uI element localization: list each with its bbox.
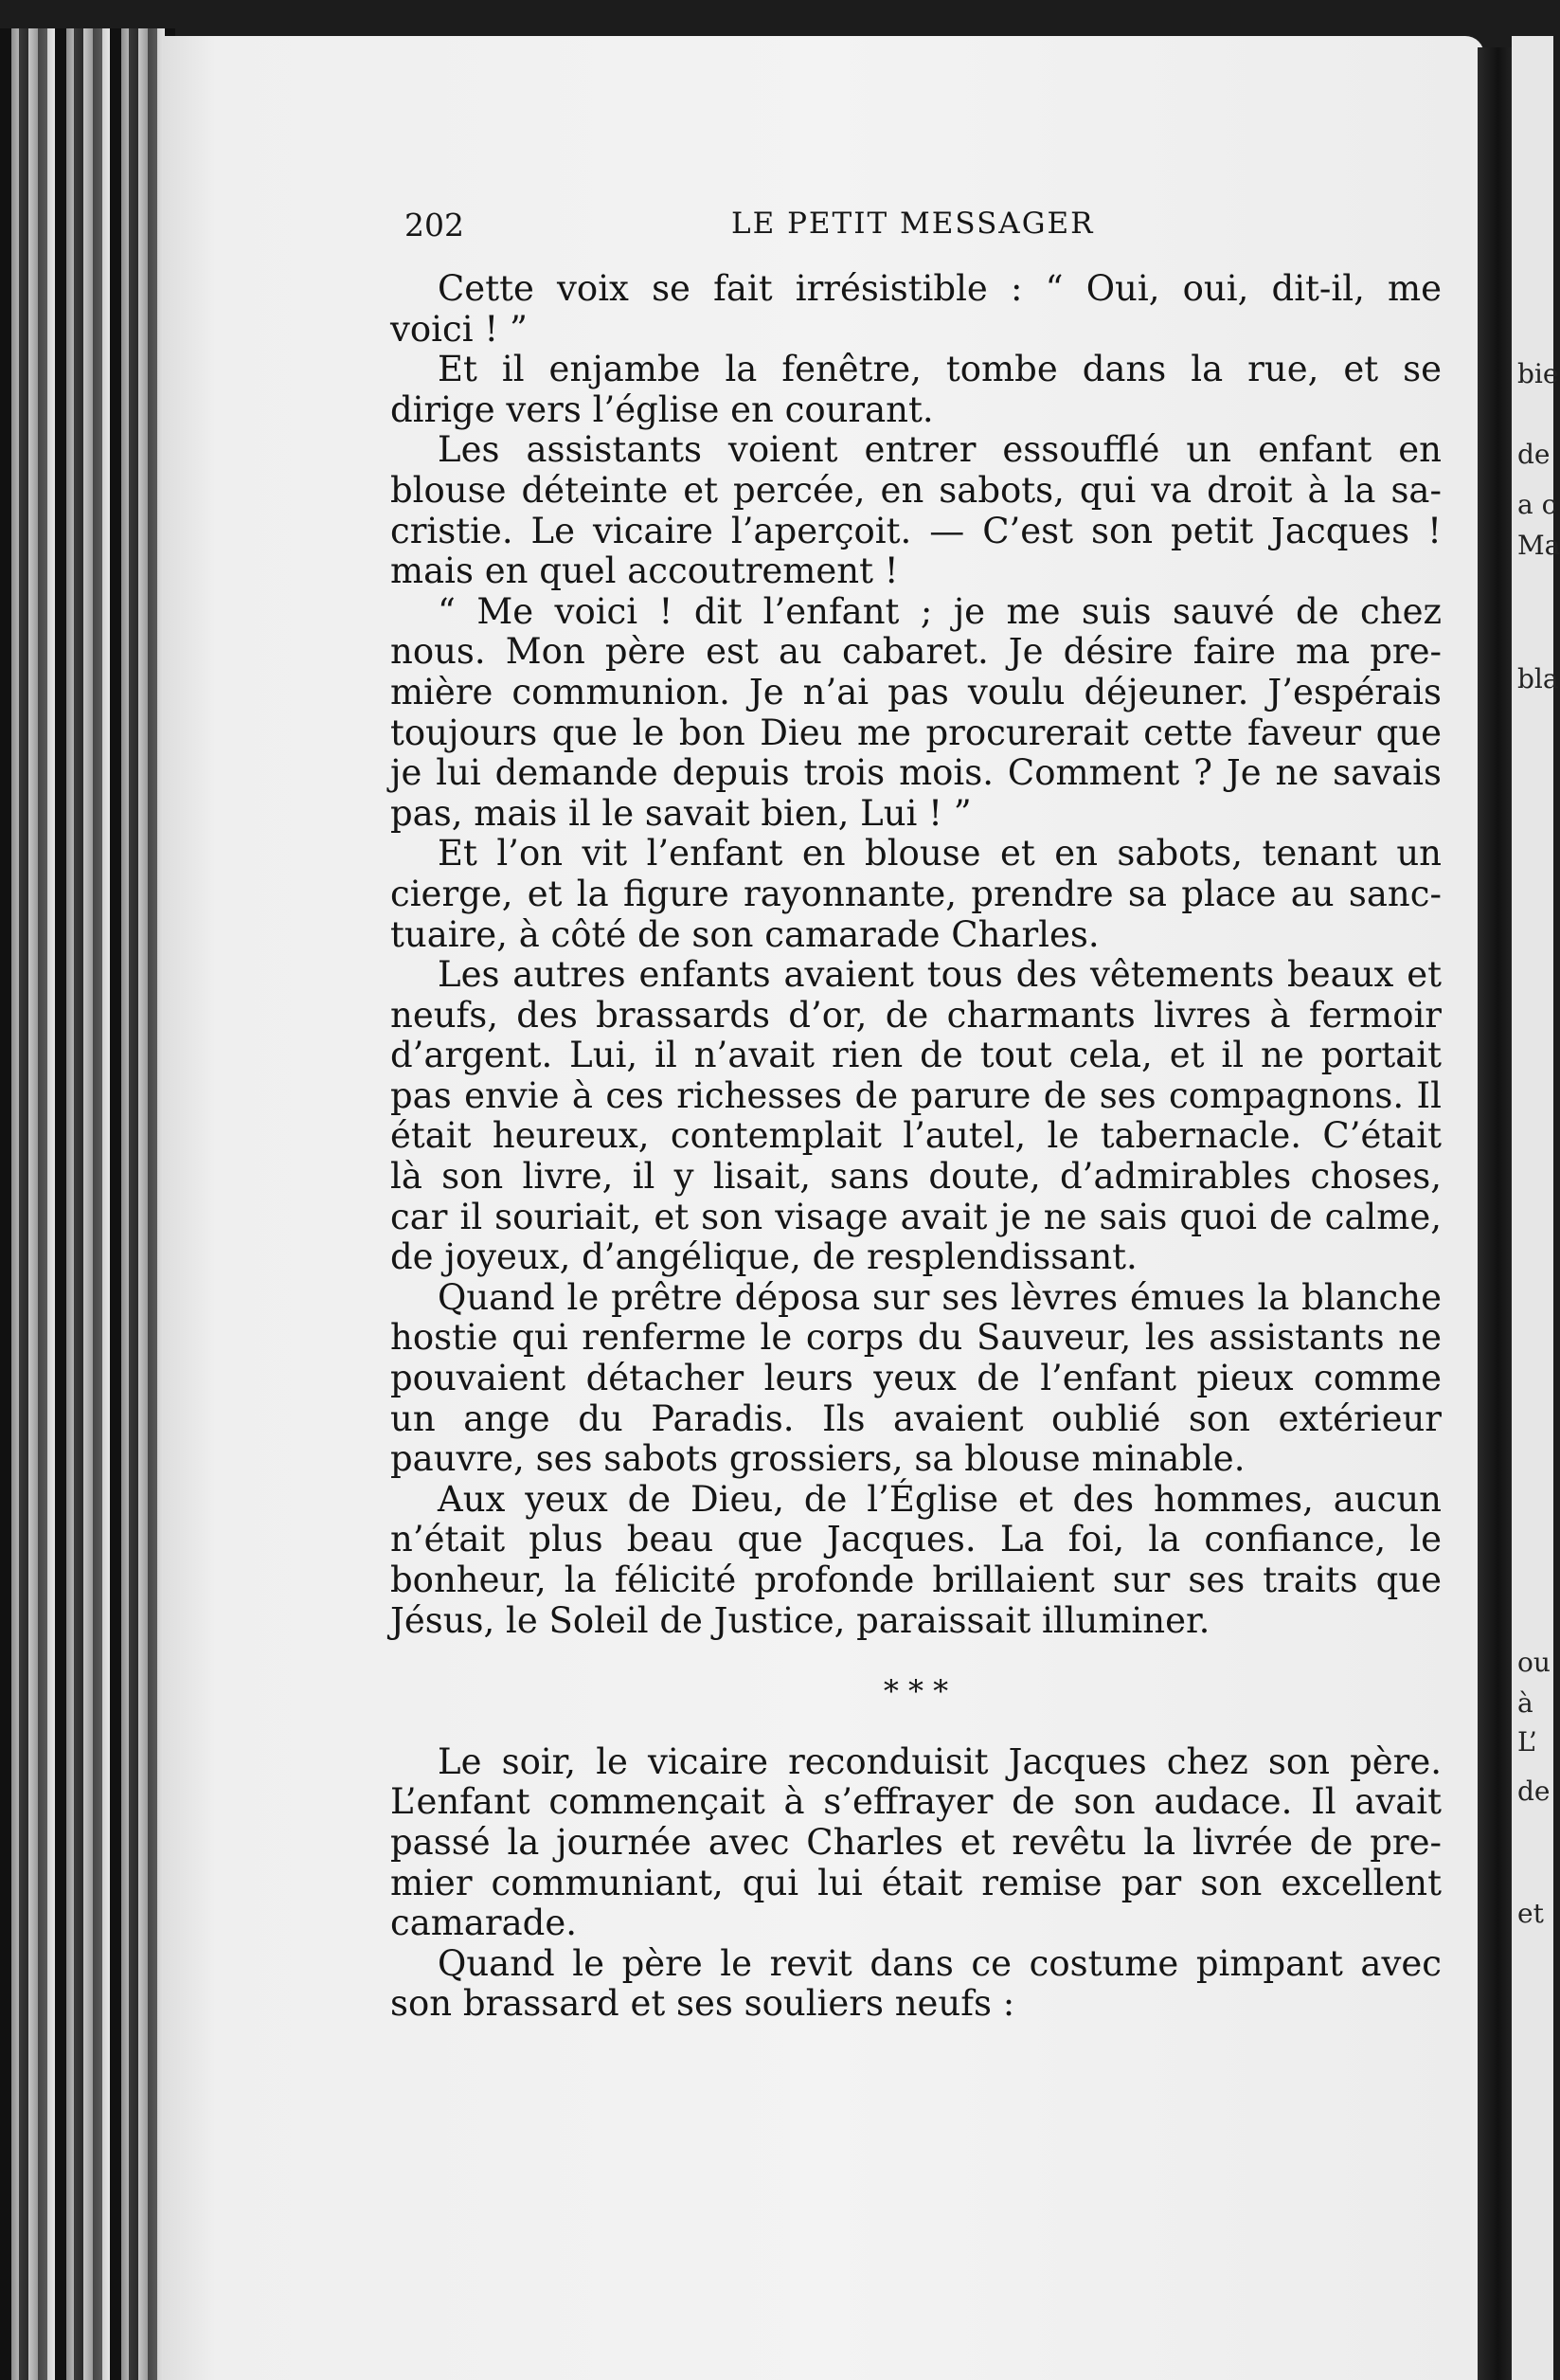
- text-line: cierge, et la figure rayonnante, prendre sa place au sanc-: [390, 873, 1442, 914]
- facing-page-fragment: Ma: [1517, 530, 1560, 561]
- book-page-edges: [0, 28, 175, 2380]
- facing-page-fragment: L’: [1517, 1726, 1537, 1758]
- text-line: Et il enjambe la fenêtre, tombe dans la rue, et se: [438, 349, 1442, 390]
- text-line: était heureux, contemplait l’autel, le tabernacle. C’était: [390, 1115, 1442, 1157]
- section-separator: * * *: [883, 1673, 949, 1710]
- text-line: Jésus, le Soleil de Justice, paraissait illuminer.: [390, 1599, 1210, 1641]
- text-line: Les assistants voient entrer essoufflé un enfant en: [438, 429, 1442, 471]
- text-line: n’était plus beau que Jacques. La foi, la confiance, le: [390, 1519, 1442, 1560]
- running-title: LE PETIT MESSAGER: [731, 207, 1095, 241]
- text-line: mier communiant, qui lui était remise par son excellent: [390, 1862, 1442, 1903]
- facing-page-fragment: bla: [1517, 663, 1559, 694]
- text-line: mais en quel accoutrement !: [390, 550, 899, 592]
- text-line: un ange du Paradis. Ils avaient oublié son extérieur: [390, 1397, 1442, 1439]
- facing-page-fragment: de: [1517, 439, 1551, 470]
- text-line: voici ! ”: [390, 308, 528, 350]
- section-gap: [390, 1712, 1442, 1742]
- facing-page-fragment: et: [1517, 1898, 1544, 1929]
- text-line: tuaire, à côté de son camarade Charles.: [390, 913, 1100, 955]
- text-line: cristie. Le vicaire l’aperçoit. — C’est son petit Jacques !: [390, 510, 1442, 551]
- book-gutter: [1478, 47, 1512, 2380]
- text-line: car il souriait, et son visage avait je ne sais quoi de calme,: [390, 1196, 1442, 1237]
- text-line: Aux yeux de Dieu, de l’Église et des hommes, aucun: [438, 1478, 1442, 1520]
- text-line: dirige vers l’église en courant.: [390, 388, 934, 430]
- text-line: là son livre, il y lisait, sans doute, d’admirables choses,: [390, 1156, 1442, 1198]
- facing-page-fragment: bie: [1517, 358, 1559, 389]
- facing-page-edge: [1512, 36, 1560, 2380]
- text-line: Le soir, le vicaire reconduisit Jacques chez son père.: [438, 1740, 1442, 1782]
- text-line: pauvre, ses sabots grossiers, sa blouse minable.: [390, 1438, 1246, 1480]
- text-line: “ Me voici ! dit l’enfant ; je me suis sauvé de chez: [438, 590, 1442, 632]
- page-number: 202: [404, 207, 464, 243]
- section-gap: [390, 1641, 1442, 1671]
- text-line: camarade.: [390, 1902, 578, 1944]
- text-line: Les autres enfants avaient tous des vêtements beaux et: [438, 954, 1442, 996]
- facing-page-fragment: a c: [1517, 489, 1557, 520]
- text-line: de joyeux, d’angélique, de resplendissant.: [390, 1236, 1138, 1278]
- text-line: Quand le prêtre déposa sur ses lèvres émues la blanche: [438, 1276, 1442, 1318]
- text-line: pas envie à ces richesses de parure de ses compagnons. Il: [390, 1074, 1442, 1116]
- text-line: hostie qui renferme le corps du Sauveur, les assistants ne: [390, 1317, 1442, 1359]
- text-line: passé la journée avec Charles et revêtu la livrée de pre-: [390, 1821, 1442, 1863]
- text-line: je lui demande depuis trois mois. Comment ? Je ne savais: [390, 752, 1442, 794]
- text-line: Quand le père le revit dans ce costume pimpant avec: [438, 1942, 1442, 1984]
- body-text: [390, 269, 1442, 2025]
- text-line: pouvaient détacher leurs yeux de l’enfant pieux comme: [390, 1358, 1442, 1399]
- facing-page-fragment: à: [1517, 1687, 1533, 1719]
- text-line: neufs, des brassards d’or, de charmants livres à fermoir: [390, 994, 1442, 1036]
- facing-page-fragment: de: [1517, 1776, 1551, 1807]
- text-line: blouse déteinte et percée, en sabots, qui va droit à la sa-: [390, 469, 1442, 511]
- text-line: nous. Mon père est au cabaret. Je désire faire ma pre-: [390, 631, 1442, 673]
- text-line: Et l’on vit l’enfant en blouse et en sabots, tenant un: [438, 833, 1442, 874]
- text-line: Cette voix se fait irrésistible : “ Oui, oui, dit-il, me: [438, 268, 1442, 309]
- text-line: mière communion. Je n’ai pas voulu déjeuner. J’espérais: [390, 671, 1442, 712]
- text-line: son brassard et ses souliers neufs :: [390, 1983, 1015, 2025]
- text-line: bonheur, la félicité profonde brillaient sur ses traits que: [390, 1560, 1442, 1600]
- text-line: L’enfant commençait à s’effrayer de son audace. Il avait: [390, 1781, 1442, 1823]
- facing-page-fragment: ou: [1517, 1647, 1551, 1678]
- text-line: pas, mais il le savait bien, Lui ! ”: [390, 792, 972, 834]
- text-line: toujours que le bon Dieu me procurerait cette faveur que: [390, 712, 1442, 753]
- text-line: d’argent. Lui, il n’avait rien de tout cela, et il ne portait: [390, 1035, 1442, 1076]
